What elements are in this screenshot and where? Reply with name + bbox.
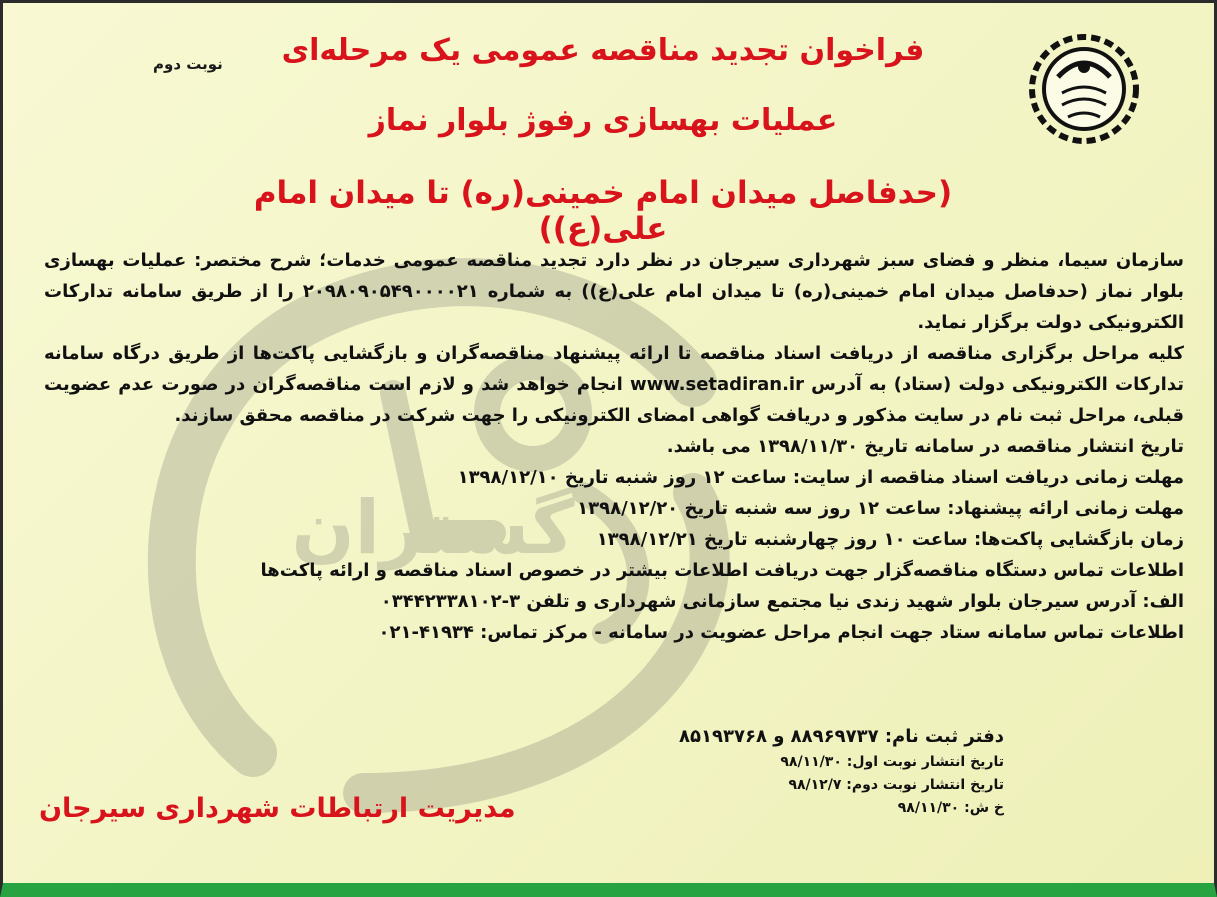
notice-title: فراخوان تجدید مناقصه عمومی یک مرحله‌ای <box>281 33 925 68</box>
second-turn-date: تاریخ انتشار نوبت دوم: ۹۸/۱۲/۷ <box>788 777 1004 793</box>
publication-info <box>444 723 1004 820</box>
contact-heading-line: اطلاعات تماس دستگاه مناقصه‌گزار جهت دریافت اطلاعات بیشتر در خصوص اسناد مناقصه و ارائه پاکت‌ها <box>260 560 1184 581</box>
notice-code: خ ش: ۹۸/۱۱/۳۰ <box>897 800 1004 816</box>
signature: مدیریت ارتباطات شهرداری سیرجان <box>39 793 516 824</box>
submission-deadline-line: مهلت زمانی ارائه پیشنهاد: ساعت ۱۲ روز سه شنبه تاریخ ۱۳۹۸/۱۲/۲۰ <box>577 498 1184 519</box>
turn-label: نوبت دوم <box>153 55 223 73</box>
document-deadline-line: مهلت زمانی دریافت اسناد مناقصه از سایت: ساعت ۱۲ روز شنبه تاریخ ۱۳۹۸/۱۲/۱۰ <box>457 467 1184 488</box>
registry-line: دفتر ثبت نام: ۸۸۹۶۹۷۳۷ و ۸۵۱۹۳۷۶۸ <box>679 726 1004 747</box>
notice-body <box>44 245 1184 648</box>
publish-date-line: تاریخ انتشار مناقصه در سامانه تاریخ ۱۳۹۸/۱۱/۳۰ می باشد. <box>666 436 1184 457</box>
first-turn-date: تاریخ انتشار نوبت اول: ۹۸/۱۱/۳۰ <box>780 754 1004 770</box>
setad-contact-line: اطلاعات تماس سامانه ستاد جهت انجام مراحل عضویت در سامانه - مرکز تماس: ۴۱۹۳۴-۰۲۱ <box>378 622 1184 643</box>
intro-paragraph: سازمان سیما، منظر و فضای سبز شهرداری سیرجان در نظر دارد تجدید مناقصه عمومی خدمات؛ شرح مختصر: عملیات بهسازی بلوار نماز (حدفاصل میدان امام خمینی(ره) تا میدان امام علی(ع)) به شماره ۲۰۹۸۰۹۰۵۴۹۰۰۰۰۲۱ را از طریق سامانه تدارکات الکترونیکی دولت برگزار نماید. <box>44 250 1184 333</box>
notice-scope: (حدفاصل میدان امام خمینی(ره) تا میدان امام علی(ع)) <box>253 175 953 247</box>
procedure-paragraph: کلیه مراحل برگزاری مناقصه از دریافت اسناد مناقصه تا ارائه پیشنهاد مناقصه‌گران و بازگشایی پاکت‌ها از طریق درگاه سامانه تدارکات الکترونیکی دولت (ستاد) به آدرس www.setadiran.ir انجام خواهد شد و لازم است مناقصه‌گران در صورت عدم عضویت قبلی، مراحل ثبت نام در سایت مذکور و دریافت گواهی امضای الکترونیکی را جهت شرکت در مناقصه محقق سازند. <box>44 343 1184 426</box>
address-line: الف: آدرس سیرجان بلوار شهید زندی نیا مجتمع سازمانی شهرداری و تلفن ۳-۰۳۴۴۲۳۳۸۱۰۲ <box>380 591 1184 612</box>
opening-date-line: زمان بازگشایی پاکت‌ها: ساعت ۱۰ روز چهارشنبه تاریخ ۱۳۹۸/۱۲/۲۱ <box>596 529 1184 550</box>
notice-subtitle: عملیات بهسازی رفوژ بلوار نماز <box>368 103 838 138</box>
watermark-text: گستران <box>291 485 575 571</box>
municipality-seal-icon <box>1028 33 1140 145</box>
